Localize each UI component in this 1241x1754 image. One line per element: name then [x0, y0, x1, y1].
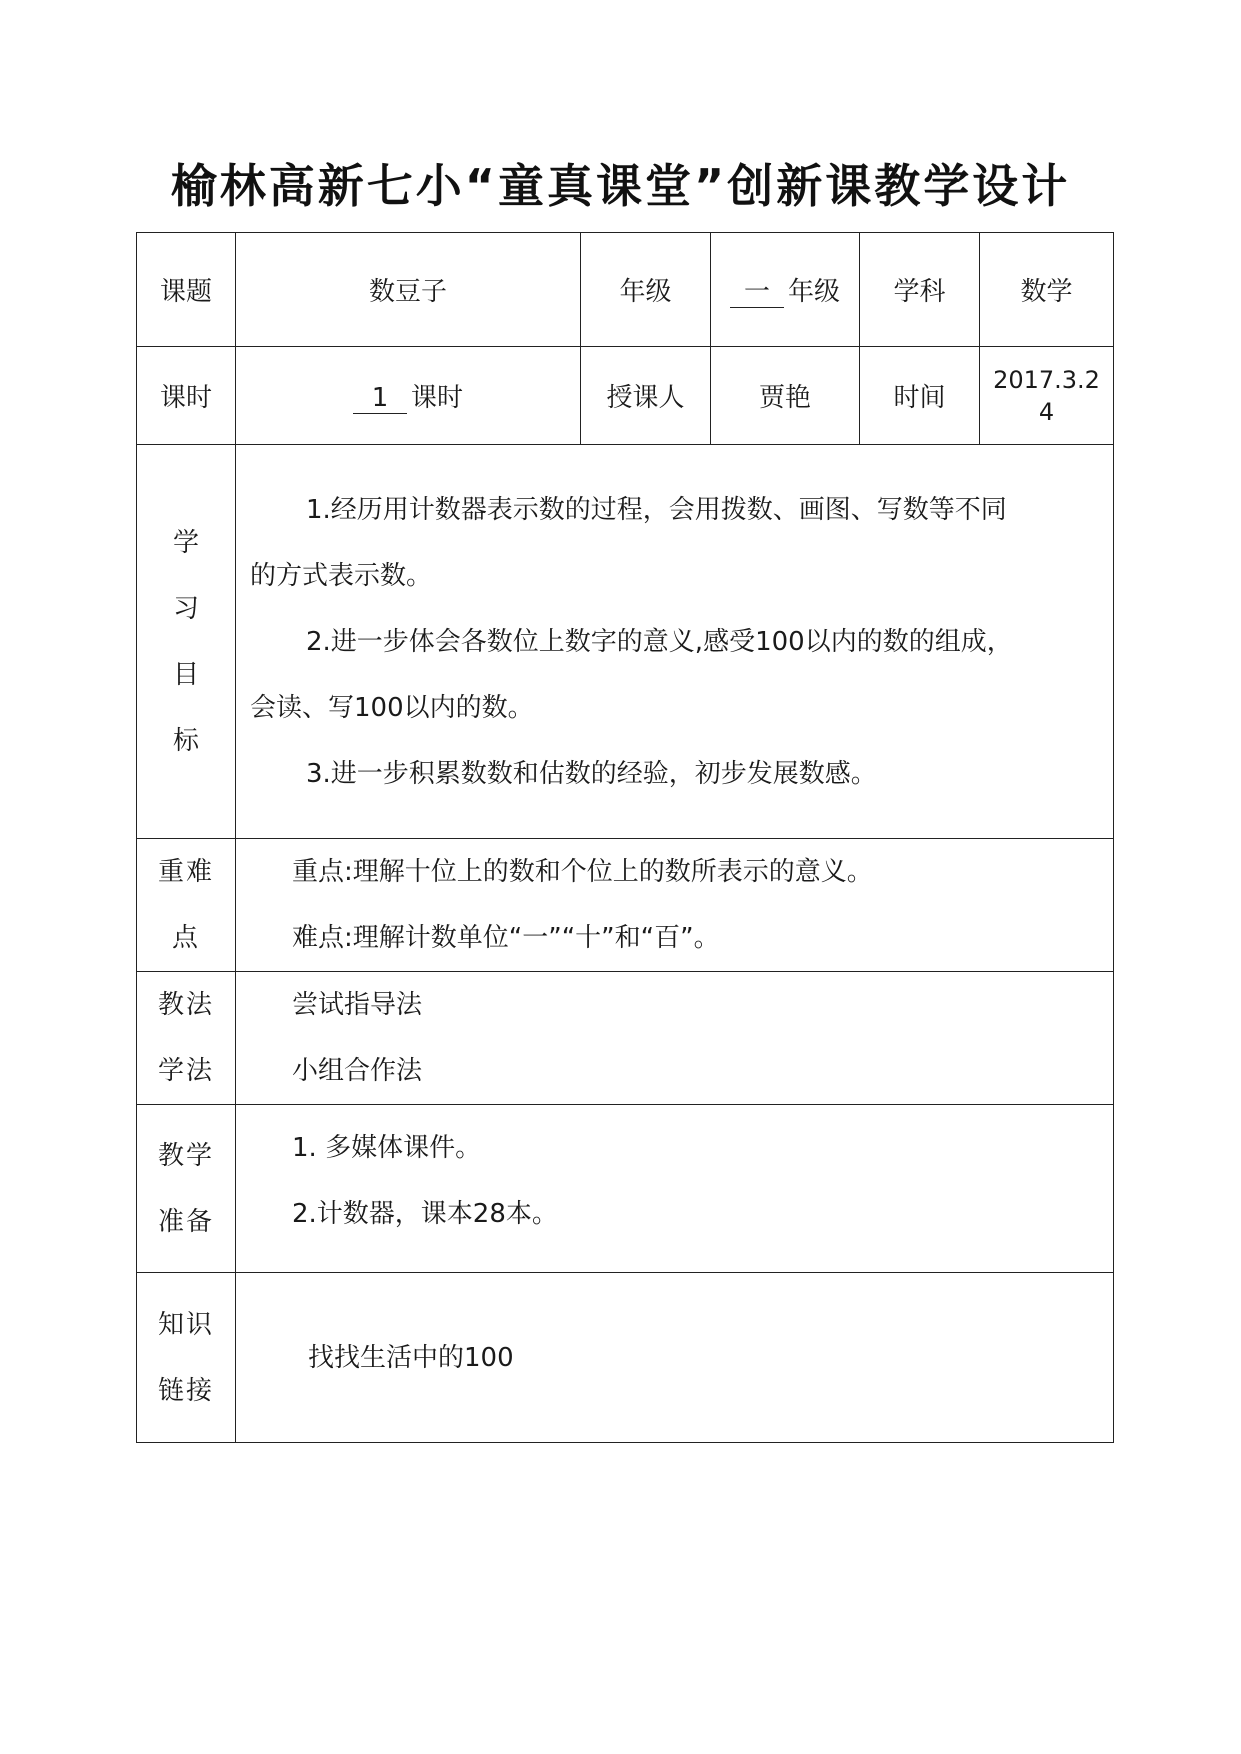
preparation-label-line: 准备 — [157, 1206, 214, 1237]
preparation-line: 2.计数器，课本28本。 — [292, 1199, 558, 1229]
method-line: 小组合作法 — [292, 1056, 423, 1086]
row-knowledge — [137, 1273, 1114, 1443]
knowledge-label — [137, 1273, 236, 1443]
objectives-label-char: 学 — [172, 527, 199, 558]
objective-line: 3.进一步积累数数和估数的经验，初步发展数感。 — [306, 758, 877, 789]
objective-line: 会读、写100以内的数。 — [250, 692, 534, 723]
lesson-plan-table — [136, 232, 1114, 1443]
objective-line: 的方式表示数。 — [250, 560, 433, 591]
hours-suffix: 课时 — [410, 383, 463, 413]
key-point-line: 难点:理解计数单位“一”“十”和“百”。 — [292, 923, 720, 953]
knowledge-label-line: 知识 — [157, 1309, 214, 1340]
objectives-label-char: 标 — [172, 725, 199, 756]
topic-label: 课题 — [137, 233, 236, 347]
time-label: 时间 — [860, 347, 980, 445]
objective-line: 1.经历用计数器表示数的过程，会用拨数、画图、写数等不同 — [306, 494, 1007, 525]
preparation-label-line: 教学 — [157, 1140, 214, 1171]
row-preparation — [137, 1105, 1114, 1273]
row-topic — [137, 233, 1114, 347]
key-points-content — [236, 839, 1114, 972]
row-methods — [137, 972, 1114, 1105]
row-objectives — [137, 445, 1114, 839]
key-points-label — [137, 839, 236, 972]
preparation-line: 1. 多媒体课件。 — [292, 1133, 482, 1163]
objectives-content — [236, 445, 1114, 839]
methods-label-line: 教法 — [157, 990, 214, 1020]
methods-label-line: 学法 — [157, 1056, 214, 1086]
knowledge-content — [236, 1273, 1114, 1443]
teacher-label: 授课人 — [581, 347, 711, 445]
document-title: 榆林高新七小“童真课堂”创新课教学设计 — [170, 159, 1071, 213]
hours-value-cell — [236, 347, 581, 445]
knowledge-text: 找找生活中的100 — [308, 1342, 514, 1373]
key-point-line: 重点:理解十位上的数和个位上的数所表示的意义。 — [292, 857, 873, 887]
key-points-label-line: 点 — [171, 923, 200, 953]
grade-suffix: 年级 — [787, 277, 840, 307]
methods-label — [137, 972, 236, 1105]
key-points-label-line: 重难 — [157, 857, 214, 887]
subject-value: 数学 — [980, 233, 1114, 347]
objectives-label-char: 目 — [172, 659, 199, 690]
grade-label: 年级 — [581, 233, 711, 347]
hours-label: 课时 — [137, 347, 236, 445]
method-line: 尝试指导法 — [292, 990, 423, 1020]
time-value-cell — [980, 347, 1114, 445]
subject-label: 学科 — [860, 233, 980, 347]
objectives-label — [137, 445, 236, 839]
time-value: 2017.3.24 — [993, 365, 1100, 426]
preparation-label — [137, 1105, 236, 1273]
preparation-content — [236, 1105, 1114, 1273]
methods-content — [236, 972, 1114, 1105]
teacher-value: 贾艳 — [711, 347, 860, 445]
row-hours — [137, 347, 1114, 445]
objective-line: 2.进一步体会各数位上数字的意义,感受100以内的数的组成， — [306, 626, 1013, 657]
row-key-points — [137, 839, 1114, 972]
knowledge-label-line: 链接 — [157, 1375, 214, 1406]
grade-value-cell — [711, 233, 860, 347]
topic-value: 数豆子 — [236, 233, 581, 347]
hours-value: 1 — [353, 383, 407, 414]
objectives-label-char: 习 — [172, 593, 199, 624]
grade-value: 一 — [730, 277, 784, 308]
